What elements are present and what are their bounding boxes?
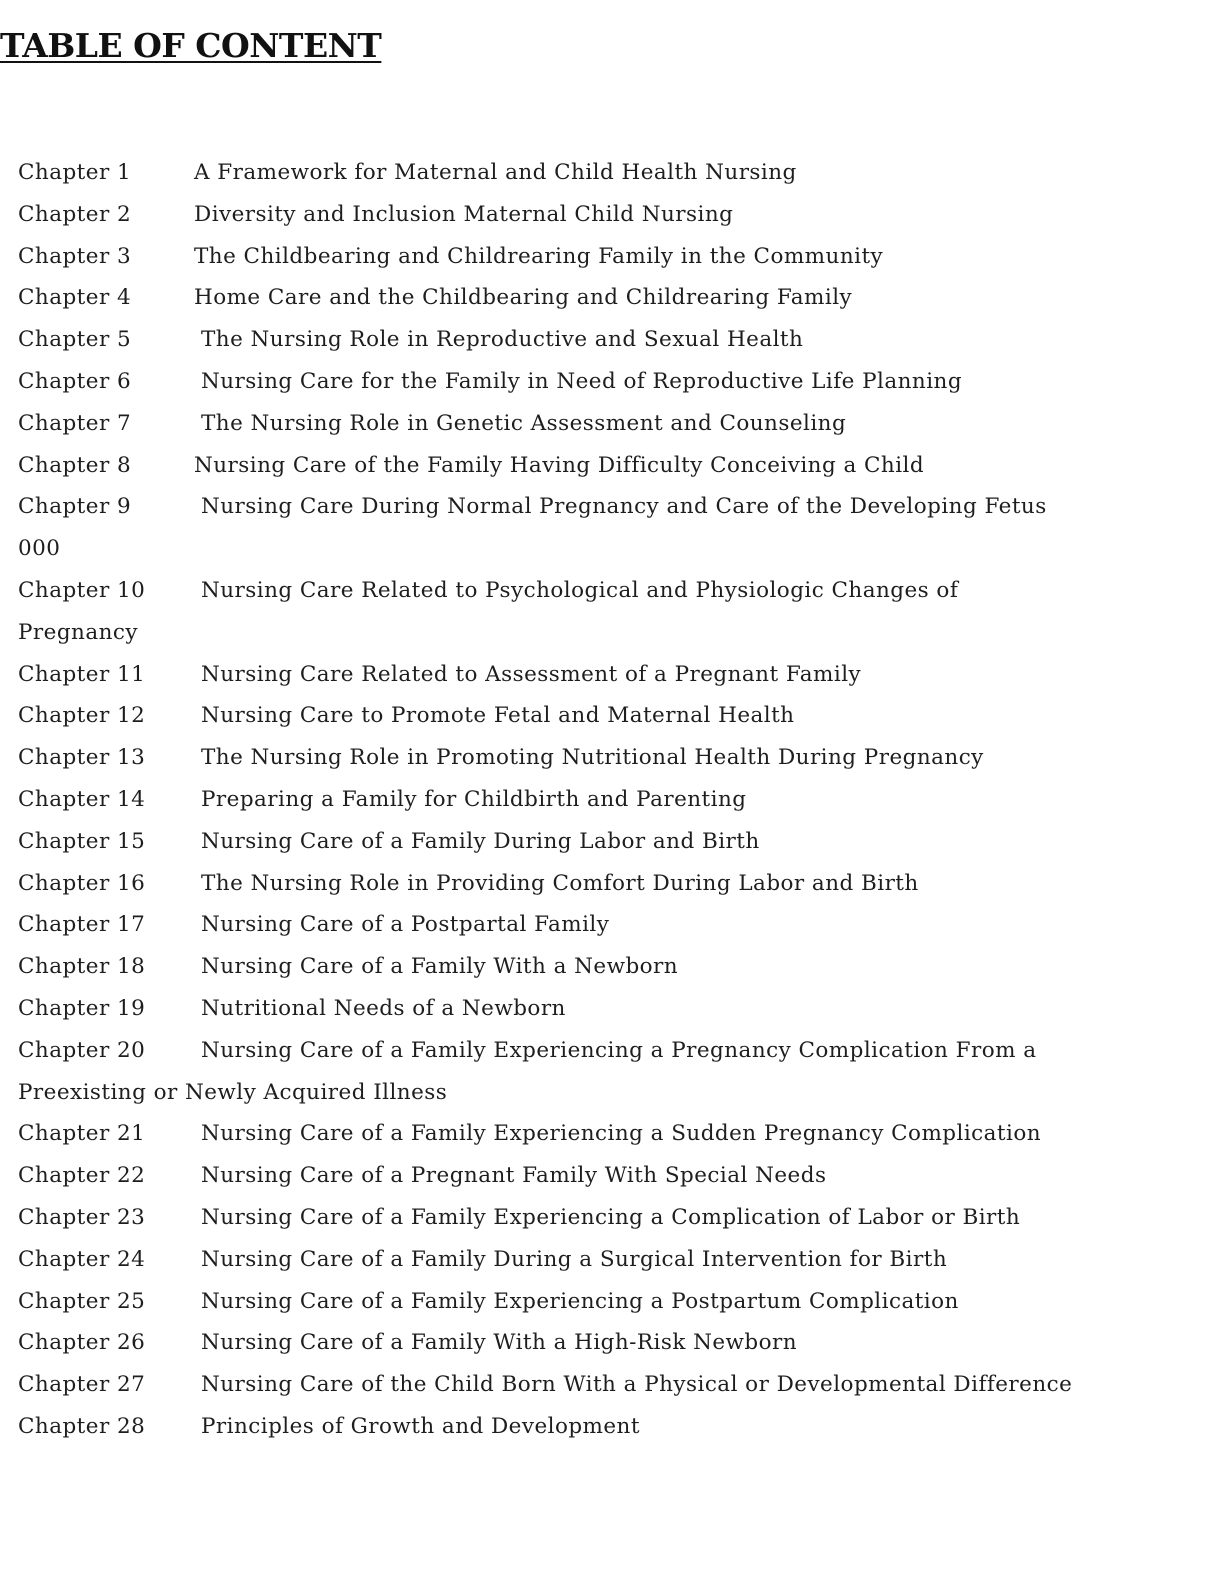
toc-entry bbox=[18, 779, 1198, 821]
toc-entry bbox=[18, 737, 1198, 779]
toc-entry bbox=[18, 570, 1198, 612]
chapter-number: Chapter 22 bbox=[18, 1163, 146, 1189]
toc-entry bbox=[18, 1197, 1198, 1239]
toc-entry bbox=[18, 695, 1198, 737]
table-of-contents bbox=[18, 152, 1198, 1448]
chapter-title: Nursing Care of the Family Having Difficulty Conceiving a Child bbox=[194, 452, 925, 478]
chapter-title: The Nursing Role in Reproductive and Sexual Health bbox=[201, 327, 804, 353]
chapter-number: Chapter 24 bbox=[18, 1246, 146, 1272]
chapter-number: Chapter 9 bbox=[18, 494, 132, 520]
chapter-number: Chapter 10 bbox=[18, 577, 146, 603]
chapter-number: Chapter 4 bbox=[18, 285, 132, 311]
chapter-title: Nursing Care of a Family With a High-Risk Newborn bbox=[201, 1330, 798, 1356]
chapter-number: Chapter 13 bbox=[18, 745, 146, 771]
toc-entry bbox=[18, 194, 1198, 236]
chapter-number: Chapter 21 bbox=[18, 1121, 146, 1147]
chapter-number: Chapter 16 bbox=[18, 870, 146, 896]
chapter-title: Nursing Care of a Family Experiencing a Pregnancy Complication From a bbox=[201, 1037, 1037, 1063]
chapter-number: Chapter 8 bbox=[18, 452, 132, 478]
toc-entry bbox=[18, 946, 1198, 988]
chapter-title: Nursing Care Related to Assessment of a Pregnant Family bbox=[201, 661, 862, 687]
toc-entry bbox=[18, 1155, 1198, 1197]
chapter-number: Chapter 6 bbox=[18, 368, 132, 394]
chapter-number: Chapter 5 bbox=[18, 327, 132, 353]
chapter-number: Chapter 25 bbox=[18, 1288, 146, 1314]
toc-entry bbox=[18, 863, 1198, 905]
toc-entry bbox=[18, 1239, 1198, 1281]
toc-entry bbox=[18, 152, 1198, 194]
chapter-title-continuation: Preexisting or Newly Acquired Illness bbox=[18, 1079, 448, 1105]
chapter-number: Chapter 2 bbox=[18, 201, 132, 227]
chapter-title: Nursing Care of a Family During Labor and Birth bbox=[201, 828, 760, 854]
chapter-number: Chapter 3 bbox=[18, 243, 132, 269]
chapter-title: Nutritional Needs of a Newborn bbox=[201, 995, 566, 1021]
chapter-title: Nursing Care Related to Psychological and Physiologic Changes of bbox=[201, 577, 959, 603]
toc-entry bbox=[18, 654, 1198, 696]
chapter-number: Chapter 27 bbox=[18, 1372, 146, 1398]
chapter-number: Chapter 14 bbox=[18, 786, 146, 812]
toc-entry bbox=[18, 1113, 1198, 1155]
chapter-title: Nursing Care of a Pregnant Family With Special Needs bbox=[201, 1163, 827, 1189]
chapter-number: Chapter 23 bbox=[18, 1204, 146, 1230]
chapter-title: The Childbearing and Childrearing Family in the Community bbox=[194, 243, 884, 269]
toc-entry bbox=[18, 1281, 1198, 1323]
chapter-number: Chapter 18 bbox=[18, 954, 146, 980]
toc-entry bbox=[18, 403, 1198, 445]
toc-entry bbox=[18, 1364, 1198, 1406]
chapter-title-continuation: 000 bbox=[18, 536, 61, 562]
chapter-title: Nursing Care of the Child Born With a Physical or Developmental Difference bbox=[201, 1372, 1073, 1398]
chapter-number: Chapter 26 bbox=[18, 1330, 146, 1356]
toc-entry bbox=[18, 988, 1198, 1030]
toc-entry bbox=[18, 821, 1198, 863]
chapter-number: Chapter 7 bbox=[18, 410, 132, 436]
chapter-title: Diversity and Inclusion Maternal Child Nursing bbox=[194, 201, 734, 227]
chapter-title: Nursing Care of a Family Experiencing a Complication of Labor or Birth bbox=[201, 1204, 1021, 1230]
chapter-title: Preparing a Family for Childbirth and Parenting bbox=[201, 786, 747, 812]
chapter-title: Principles of Growth and Development bbox=[201, 1413, 640, 1439]
chapter-title: Nursing Care of a Family During a Surgical Intervention for Birth bbox=[201, 1246, 948, 1272]
toc-entry bbox=[18, 319, 1198, 361]
chapter-number: Chapter 28 bbox=[18, 1413, 146, 1439]
toc-entry bbox=[18, 1030, 1198, 1072]
chapter-title: Nursing Care of a Postpartal Family bbox=[201, 912, 610, 938]
chapter-title: The Nursing Role in Promoting Nutritional Health During Pregnancy bbox=[201, 745, 984, 771]
chapter-title: Nursing Care of a Family Experiencing a Sudden Pregnancy Complication bbox=[201, 1121, 1042, 1147]
toc-entry bbox=[18, 445, 1198, 487]
chapter-number: Chapter 12 bbox=[18, 703, 146, 729]
chapter-title: Nursing Care of a Family With a Newborn bbox=[201, 954, 679, 980]
chapter-number: Chapter 1 bbox=[18, 160, 132, 185]
chapter-title: Nursing Care to Promote Fetal and Maternal Health bbox=[201, 703, 795, 729]
toc-entry bbox=[18, 1406, 1198, 1448]
toc-entry bbox=[18, 236, 1198, 278]
chapter-title: The Nursing Role in Genetic Assessment and Counseling bbox=[201, 410, 847, 436]
chapter-number: Chapter 11 bbox=[18, 661, 146, 687]
chapter-number: Chapter 19 bbox=[18, 995, 146, 1021]
toc-entry bbox=[18, 361, 1198, 403]
toc-entry bbox=[18, 904, 1198, 946]
chapter-title: Nursing Care for the Family in Need of Reproductive Life Planning bbox=[201, 368, 963, 394]
chapter-number: Chapter 15 bbox=[18, 828, 146, 854]
chapter-title: Home Care and the Childbearing and Childrearing Family bbox=[194, 285, 853, 311]
chapter-number: Chapter 17 bbox=[18, 912, 146, 938]
chapter-title-continuation: Pregnancy bbox=[18, 619, 138, 645]
chapter-title: A Framework for Maternal and Child Health Nursing bbox=[194, 160, 797, 185]
chapter-number: Chapter 20 bbox=[18, 1037, 146, 1063]
chapter-title: Nursing Care of a Family Experiencing a Postpartum Complication bbox=[201, 1288, 959, 1314]
chapter-title: The Nursing Role in Providing Comfort During Labor and Birth bbox=[201, 870, 919, 896]
toc-entry bbox=[18, 486, 1198, 528]
toc-entry bbox=[18, 1322, 1198, 1364]
toc-entry bbox=[18, 277, 1198, 319]
page-title: TABLE OF CONTENT bbox=[0, 26, 382, 65]
chapter-title: Nursing Care During Normal Pregnancy and Care of the Developing Fetus bbox=[201, 494, 1047, 520]
